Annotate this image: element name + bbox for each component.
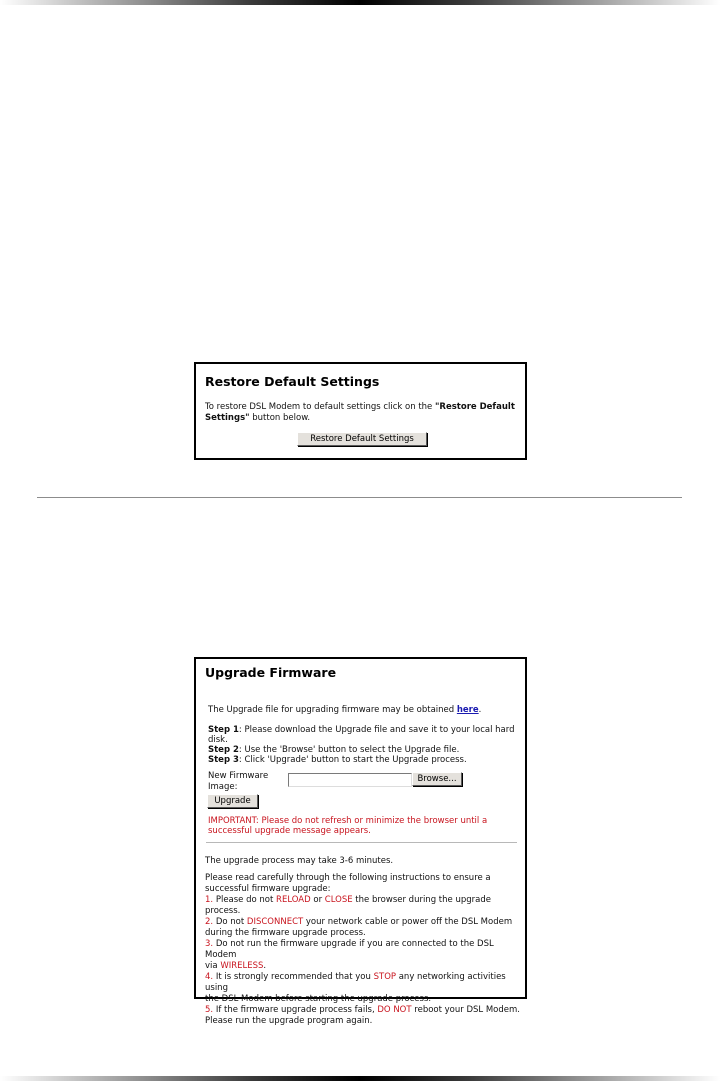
upgrade-panel-title: Upgrade Firmware <box>205 665 337 680</box>
instruction-4-cont: the DSL Modem before starting the upgrade process. <box>205 994 432 1004</box>
browse-button[interactable]: Browse... <box>412 772 462 786</box>
restore-defaults-panel <box>194 362 527 460</box>
upgrade-instructions <box>205 873 525 1027</box>
step-3-text: Step 3: Click 'Upgrade' button to start the Upgrade process. <box>208 755 467 765</box>
step-1-text-cont: disk. <box>208 735 228 745</box>
step-1-text: Step 1: Please download the Upgrade file and save it to your local hard <box>208 725 515 735</box>
instructions-intro-cont: successful firmware upgrade: <box>205 884 331 894</box>
new-firmware-image-label: New Firmware Image: <box>208 771 269 792</box>
firmware-file-input[interactable] <box>288 773 412 787</box>
upgrade-firmware-panel <box>194 657 527 1026</box>
instruction-3-cont: via WIRELESS. <box>205 961 267 971</box>
instructions-intro: Please read carefully through the following instructions to ensure a <box>205 873 491 883</box>
upgrade-button[interactable]: Upgrade <box>207 794 258 808</box>
restore-description: To restore DSL Modem to default settings click on the "Restore Default Settings" button below. <box>205 402 515 423</box>
instruction-1: 1. Please do not RELOAD or CLOSE the browser during the upgrade process. <box>205 895 491 916</box>
duration-note: The upgrade process may take 3-6 minutes. <box>205 856 394 866</box>
instruction-5: 5. If the firmware upgrade process fails, DO NOT reboot your DSL Modem. <box>205 1005 520 1015</box>
instruction-4: 4. It is strongly recommended that you STOP any networking activities using <box>205 972 506 993</box>
top-gradient-bar <box>0 0 720 5</box>
restore-default-settings-button[interactable]: Restore Default Settings <box>297 432 427 446</box>
instruction-5-cont: Please run the upgrade program again. <box>205 1016 373 1026</box>
panel-inner-divider <box>206 842 517 843</box>
instruction-3: 3. Do not run the firmware upgrade if you are connected to the DSL Modem <box>205 939 494 960</box>
instruction-2: 2. Do not DISCONNECT your network cable or power off the DSL Modem <box>205 917 513 927</box>
obtain-file-text: The Upgrade file for upgrading firmware may be obtained here. <box>208 705 482 715</box>
instruction-2-cont: during the firmware upgrade process. <box>205 928 366 938</box>
restore-panel-title: Restore Default Settings <box>205 374 380 389</box>
bottom-gradient-bar <box>0 1076 720 1081</box>
step-2-text: Step 2: Use the 'Browse' button to select the Upgrade file. <box>208 745 460 755</box>
important-warning: IMPORTANT: Please do not refresh or minimize the browser until a <box>208 816 488 826</box>
important-warning-cont: successful upgrade message appears. <box>208 826 371 836</box>
section-divider <box>37 497 682 498</box>
here-link[interactable]: here <box>456 705 479 715</box>
